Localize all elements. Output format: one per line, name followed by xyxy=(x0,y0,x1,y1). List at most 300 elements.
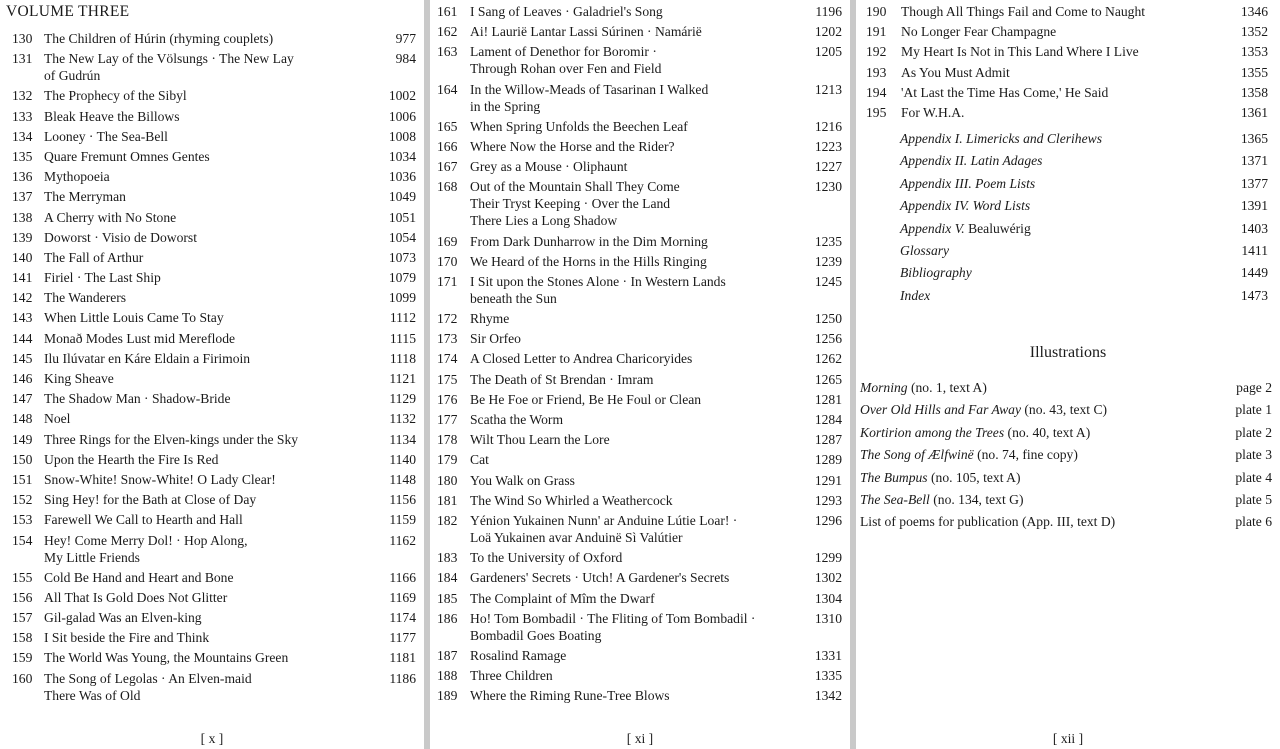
entry-number: 160 xyxy=(12,670,33,686)
appendix-page: 1449 xyxy=(1240,265,1268,281)
entry-number: 181 xyxy=(437,492,458,508)
entry-page: 1361 xyxy=(1240,104,1268,120)
illustration-location: plate 3 xyxy=(1235,447,1272,463)
entry-title: The Children of Húrin (rhyming couplets) xyxy=(44,31,274,46)
toc-entry xyxy=(430,512,850,549)
toc-entry xyxy=(430,590,850,610)
toc-entry xyxy=(430,233,850,253)
toc-entry xyxy=(430,273,850,310)
toc-entry xyxy=(430,610,850,647)
entry-page: 1034 xyxy=(388,148,416,164)
entry-number: 177 xyxy=(437,412,458,427)
page-number-footer: [ xi ] xyxy=(626,731,654,746)
entry-number: 163 xyxy=(437,44,458,60)
entry-number: 146 xyxy=(12,371,33,386)
entry-number: 190 xyxy=(866,4,887,19)
illustration-entry xyxy=(860,446,1272,468)
toc-entry xyxy=(0,289,424,309)
entry-number: 139 xyxy=(12,229,33,245)
appendix-title-text: Appendix III. Poem Lists xyxy=(900,175,1036,191)
entry-page: 1291 xyxy=(814,472,842,488)
toc-list xyxy=(856,3,1280,124)
appendix-entry xyxy=(856,287,1280,309)
entry-title: The Song of Legolas · An Elven-maid There Was of Old xyxy=(44,670,252,703)
entry-page: 1115 xyxy=(389,330,416,346)
entry-page: 1346 xyxy=(1240,4,1268,19)
page-number-footer: [ xii ] xyxy=(1052,731,1084,746)
toc-entry xyxy=(856,23,1280,43)
toc-list xyxy=(430,3,850,707)
entry-number: 149 xyxy=(12,431,33,447)
entry-title: From Dark Dunharrow in the Dim Morning xyxy=(470,233,708,249)
appendix-page: 1365 xyxy=(1240,131,1268,146)
toc-entry xyxy=(430,569,850,589)
illustrations-heading: Illustrations xyxy=(1029,344,1107,361)
entry-number: 194 xyxy=(866,84,887,100)
entry-number: 161 xyxy=(437,4,458,19)
entry-number: 183 xyxy=(437,550,458,566)
entry-number: 157 xyxy=(12,610,33,626)
entry-number: 189 xyxy=(437,688,458,704)
appendix-entry xyxy=(856,130,1280,152)
entry-number: 144 xyxy=(12,330,33,346)
entry-number: 147 xyxy=(12,391,33,407)
entry-number: 169 xyxy=(437,233,458,249)
entry-number: 195 xyxy=(866,104,887,120)
toc-entry xyxy=(430,549,850,569)
entry-page: 1230 xyxy=(814,179,842,195)
entry-title: King Sheave xyxy=(44,371,114,386)
illustration-source: (no. 1, text A) xyxy=(907,380,987,395)
entry-number: 136 xyxy=(12,169,33,185)
page-xii xyxy=(856,0,1280,749)
illustration-entry xyxy=(860,401,1272,423)
entry-title: Bleak Heave the Billows xyxy=(44,108,180,124)
toc-entry xyxy=(0,370,424,390)
toc-entry xyxy=(0,569,424,589)
toc-entry xyxy=(0,670,424,707)
entry-title: Three Children xyxy=(470,668,553,684)
illustration-location: plate 2 xyxy=(1235,424,1272,440)
appendix-title xyxy=(900,197,1280,214)
entry-page: 1342 xyxy=(814,688,842,704)
toc-entry xyxy=(430,431,850,451)
entry-title: Gardeners' Secrets · Utch! A Gardener's Secrets xyxy=(470,570,730,586)
entry-page: 1353 xyxy=(1240,44,1268,60)
entry-page: 1352 xyxy=(1240,24,1268,40)
entry-title: Gil-galad Was an Elven-king xyxy=(44,610,202,626)
appendix-page: 1371 xyxy=(1240,153,1268,169)
entry-title: Lament of Denethor for Boromir · Through Rohan over Fen and Field xyxy=(470,44,662,77)
toc-entry xyxy=(430,138,850,158)
entry-page: 1162 xyxy=(389,532,416,548)
illustration-title: The Bumpus xyxy=(860,469,928,485)
entry-number: 167 xyxy=(437,159,458,175)
entry-page: 1287 xyxy=(814,432,842,448)
entry-number: 159 xyxy=(12,650,33,666)
toc-entry xyxy=(430,411,850,431)
toc-entry xyxy=(430,330,850,350)
entry-page: 1256 xyxy=(814,331,842,347)
toc-entry xyxy=(430,492,850,512)
entry-page: 1049 xyxy=(388,189,416,205)
entry-page: 1159 xyxy=(389,512,416,528)
appendix-title xyxy=(900,242,1280,259)
entry-page: 1196 xyxy=(815,4,842,19)
entry-title: Looney · The Sea-Bell xyxy=(44,128,168,144)
illustration-caption xyxy=(860,424,1272,441)
entry-page: 1006 xyxy=(388,108,416,124)
toc-entry xyxy=(0,209,424,229)
entry-page: 1223 xyxy=(814,138,842,154)
entry-page: 1169 xyxy=(389,589,416,605)
entry-title: As You Must Admit xyxy=(901,64,1010,80)
toc-entry xyxy=(0,108,424,128)
toc-entry xyxy=(430,350,850,370)
entry-title: 'At Last the Time Has Come,' He Said xyxy=(901,84,1109,100)
toc-entry xyxy=(430,472,850,492)
entry-number: 192 xyxy=(866,44,887,60)
appendix-page: 1377 xyxy=(1240,175,1268,191)
entry-number: 171 xyxy=(437,273,458,289)
entry-title: I Sang of Leaves · Galadriel's Song xyxy=(470,4,663,19)
entry-page: 1129 xyxy=(389,391,416,407)
entry-title: Scatha the Worm xyxy=(470,412,564,427)
entry-page: 1202 xyxy=(814,24,842,40)
entry-number: 170 xyxy=(437,253,458,269)
entry-title: Where the Riming Rune-Tree Blows xyxy=(470,688,670,704)
entry-page: 1132 xyxy=(389,411,416,427)
toc-entry xyxy=(430,371,850,391)
toc-entry xyxy=(430,118,850,138)
illustration-location: plate 6 xyxy=(1235,514,1272,530)
toc-entry xyxy=(430,253,850,273)
entry-page: 1181 xyxy=(389,650,416,666)
appendix-page: 1473 xyxy=(1240,287,1268,303)
entry-title: To the University of Oxford xyxy=(470,550,623,566)
toc-entry xyxy=(856,84,1280,104)
entry-title: The New Lay of the Völsungs · The New Lay of Gudrún xyxy=(44,51,294,84)
toc-entry xyxy=(0,451,424,471)
entry-title: Be He Foe or Friend, Be He Foul or Clean xyxy=(470,391,702,407)
page-xi xyxy=(430,0,850,749)
entry-number: 184 xyxy=(437,570,458,586)
appendix-entry xyxy=(856,175,1280,197)
entry-title: For W.H.A. xyxy=(901,104,965,120)
toc-entry xyxy=(430,23,850,43)
illustration-source: List of poems for publication (App. III, text D) xyxy=(860,514,1116,530)
illustration-caption xyxy=(860,469,1272,486)
toc-entry xyxy=(430,451,850,471)
entry-page: 1008 xyxy=(388,128,416,144)
entry-title: Doworst · Visio de Doworst xyxy=(44,229,197,245)
entry-number: 155 xyxy=(12,569,33,585)
illustration-caption xyxy=(860,446,1272,463)
entry-number: 153 xyxy=(12,512,33,528)
entry-page: 1235 xyxy=(814,233,842,249)
entry-title: Mythopoeia xyxy=(44,169,110,185)
entry-number: 193 xyxy=(866,64,887,80)
entry-title: In the Willow-Meads of Tasarinan I Walked in the Spring xyxy=(470,81,709,114)
toc-entry xyxy=(0,532,424,569)
entry-title: When Little Louis Came To Stay xyxy=(44,310,224,326)
appendix-entry xyxy=(856,220,1280,242)
entry-page: 1250 xyxy=(814,311,842,327)
entry-title: Where Now the Horse and the Rider? xyxy=(470,138,675,154)
entry-number: 137 xyxy=(12,189,33,205)
entry-number: 174 xyxy=(437,351,458,367)
entry-number: 179 xyxy=(437,452,458,468)
toc-entry xyxy=(430,81,850,118)
entry-page: 1304 xyxy=(814,590,842,606)
appendix-list xyxy=(856,130,1280,309)
entry-title: Hey! Come Merry Dol! · Hop Along, My Little Friends xyxy=(44,532,248,565)
toc-entry xyxy=(0,471,424,491)
entry-number: 165 xyxy=(437,118,458,134)
entry-number: 156 xyxy=(12,589,33,605)
toc-entry xyxy=(430,178,850,232)
entry-title: We Heard of the Horns in the Hills Ringing xyxy=(470,253,707,269)
illustration-location: plate 1 xyxy=(1235,402,1272,418)
entry-title: I Sit upon the Stones Alone · In Western Lands beneath the Sun xyxy=(470,273,726,306)
entry-title: Ho! Tom Bombadil · The Fliting of Tom Bombadil · Bombadil Goes Boating xyxy=(470,610,756,643)
appendix-title-text: Appendix I. Limericks and Clerihews xyxy=(900,131,1102,146)
entry-page: 984 xyxy=(395,51,416,67)
illustration-entry xyxy=(860,513,1272,535)
toc-entry xyxy=(0,410,424,430)
entry-number: 176 xyxy=(437,391,458,407)
toc-entry xyxy=(430,687,850,707)
toc-entry xyxy=(856,104,1280,124)
appendix-entry xyxy=(856,264,1280,286)
entry-title: When Spring Unfolds the Beechen Leaf xyxy=(470,118,688,134)
toc-entry xyxy=(430,391,850,411)
appendix-entry xyxy=(856,197,1280,219)
illustration-title: Kortirion among the Trees xyxy=(860,424,1005,440)
entry-title: Sing Hey! for the Bath at Close of Day xyxy=(44,492,257,508)
entry-page: 1335 xyxy=(814,668,842,684)
entry-title: A Cherry with No Stone xyxy=(44,209,177,225)
entry-number: 168 xyxy=(437,179,458,195)
entry-page: 1051 xyxy=(388,209,416,225)
toc-entry xyxy=(430,3,850,23)
entry-number: 130 xyxy=(12,31,33,46)
entry-number: 131 xyxy=(12,51,33,67)
illustration-entry xyxy=(860,379,1272,401)
illustration-location: page 2 xyxy=(1236,380,1272,395)
entry-title: Sir Orfeo xyxy=(470,331,521,347)
entry-title: A Closed Letter to Andrea Charicoryides xyxy=(470,351,693,367)
entry-number: 182 xyxy=(437,512,458,528)
entry-title: Grey as a Mouse · Oliphaunt xyxy=(470,159,628,175)
entry-number: 188 xyxy=(437,668,458,684)
entry-title: Firiel · The Last Ship xyxy=(44,270,161,286)
entry-number: 135 xyxy=(12,148,33,164)
entry-number: 158 xyxy=(12,630,33,646)
appendix-title xyxy=(900,264,1280,281)
appendix-title xyxy=(900,152,1280,169)
illustrations-list xyxy=(860,379,1272,536)
entry-number: 172 xyxy=(437,311,458,327)
appendix-page: 1411 xyxy=(1241,242,1268,258)
entry-page: 1293 xyxy=(814,492,842,508)
illustration-title: Over Old Hills and Far Away xyxy=(860,402,1021,418)
toc-entry xyxy=(0,609,424,629)
entry-page: 977 xyxy=(395,31,416,46)
appendix-title-text: Appendix V. xyxy=(900,220,965,236)
entry-page: 1245 xyxy=(814,273,842,289)
entry-number: 187 xyxy=(437,647,458,663)
entry-page: 1099 xyxy=(388,290,416,306)
toc-entry xyxy=(0,168,424,188)
entry-title: You Walk on Grass xyxy=(470,472,575,488)
appendix-page: 1403 xyxy=(1240,220,1268,236)
appendix-page: 1391 xyxy=(1240,198,1268,214)
entry-page: 1205 xyxy=(814,44,842,60)
entry-page: 1156 xyxy=(389,492,416,508)
entry-title: The World Was Young, the Mountains Green xyxy=(44,650,289,666)
toc-entry xyxy=(0,511,424,531)
entry-number: 140 xyxy=(12,249,33,265)
entry-number: 148 xyxy=(12,411,33,427)
toc-entry xyxy=(856,3,1280,23)
entry-number: 138 xyxy=(12,209,33,225)
entry-number: 154 xyxy=(12,532,33,548)
entry-page: 1281 xyxy=(814,391,842,407)
toc-entry xyxy=(0,269,424,289)
entry-number: 145 xyxy=(12,350,33,366)
entry-page: 1216 xyxy=(814,118,842,134)
entry-page: 1289 xyxy=(814,452,842,468)
entry-number: 142 xyxy=(12,290,33,306)
illustration-title: The Sea-Bell xyxy=(860,491,930,507)
illustration-caption xyxy=(860,379,1272,396)
entry-title: Rhyme xyxy=(470,311,510,327)
entry-title: The Wanderers xyxy=(44,290,127,306)
toc-entry xyxy=(0,128,424,148)
illustration-caption xyxy=(860,491,1272,508)
entry-title: My Heart Is Not in This Land Where I Live xyxy=(901,44,1139,60)
entry-title: The Death of St Brendan · Imram xyxy=(470,371,654,387)
entry-page: 1331 xyxy=(814,647,842,663)
toc-entry xyxy=(0,87,424,107)
illustration-source: (no. 134, text G) xyxy=(929,491,1024,507)
entry-title: All That Is Gold Does Not Glitter xyxy=(44,589,228,605)
entry-number: 186 xyxy=(437,610,458,626)
entry-page: 1262 xyxy=(814,351,842,367)
entry-number: 152 xyxy=(12,492,33,508)
entry-title: I Sit beside the Fire and Think xyxy=(44,630,210,646)
appendix-title xyxy=(900,287,1280,304)
entry-title: Farewell We Call to Hearth and Hall xyxy=(44,512,243,528)
entry-number: 134 xyxy=(12,128,33,144)
entry-page: 1112 xyxy=(389,310,416,326)
toc-entry xyxy=(430,158,850,178)
entry-number: 141 xyxy=(12,270,33,286)
toc-entry xyxy=(0,188,424,208)
appendix-entry xyxy=(856,242,1280,264)
entry-number: 191 xyxy=(866,24,887,40)
toc-entry xyxy=(0,589,424,609)
toc-entry xyxy=(0,30,424,50)
entry-title: Wilt Thou Learn the Lore xyxy=(470,432,610,448)
entry-page: 1174 xyxy=(389,610,416,626)
entry-title: Ai! Laurië Lantar Lassi Súrinen · Namárië xyxy=(470,24,702,40)
entry-page: 1310 xyxy=(814,610,842,626)
toc-entry xyxy=(430,667,850,687)
appendix-title xyxy=(900,175,1280,192)
illustration-entry xyxy=(860,491,1272,513)
entry-title: Three Rings for the Elven-kings under the Sky xyxy=(44,431,299,447)
entry-page: 1166 xyxy=(389,569,416,585)
entry-title: The Shadow Man · Shadow-Bride xyxy=(44,391,231,407)
entry-page: 1079 xyxy=(388,270,416,286)
entry-page: 1073 xyxy=(388,249,416,265)
toc-entry xyxy=(0,148,424,168)
entry-number: 178 xyxy=(437,432,458,448)
entry-number: 164 xyxy=(437,81,458,97)
entry-number: 151 xyxy=(12,471,33,487)
illustration-caption xyxy=(860,401,1272,418)
entry-title: Cold Be Hand and Heart and Bone xyxy=(44,569,234,585)
entry-title: Noel xyxy=(44,411,71,427)
entry-title: Cat xyxy=(470,452,489,468)
entry-title: Upon the Hearth the Fire Is Red xyxy=(44,451,219,467)
entry-page: 1134 xyxy=(389,431,416,447)
entry-page: 1284 xyxy=(814,412,842,427)
appendix-title-text: Appendix IV. Word Lists xyxy=(900,198,1031,214)
appendix-title-text: Glossary xyxy=(900,242,950,258)
entry-page: 1121 xyxy=(389,371,416,386)
entry-title: Though All Things Fail and Come to Naught xyxy=(901,4,1146,19)
entry-title: Snow-White! Snow-White! O Lady Clear! xyxy=(44,471,276,487)
page-x xyxy=(0,0,424,749)
illustration-source: (no. 105, text A) xyxy=(927,469,1021,485)
entry-page: 1118 xyxy=(389,350,416,366)
illustration-location: plate 5 xyxy=(1235,491,1272,507)
entry-number: 143 xyxy=(12,310,33,326)
entry-page: 1213 xyxy=(814,81,842,97)
appendix-title-text: Bibliography xyxy=(900,265,972,281)
entry-number: 185 xyxy=(437,590,458,606)
toc-entry xyxy=(0,491,424,511)
entry-page: 1002 xyxy=(388,88,416,104)
entry-title: The Fall of Arthur xyxy=(44,249,144,265)
illustration-source: (no. 74, fine copy) xyxy=(973,447,1078,463)
entry-page: 1140 xyxy=(389,451,416,467)
toc-entry xyxy=(0,330,424,350)
illustration-source: (no. 40, text A) xyxy=(1004,424,1091,440)
toc-entry xyxy=(0,50,424,87)
toc-entry xyxy=(856,64,1280,84)
entry-number: 133 xyxy=(12,108,33,124)
toc-entry xyxy=(0,309,424,329)
entry-title: Yénion Yukainen Nunn' ar Anduine Lútie Loar! · Loä Yukainen avar Anduinë Sì Valútier xyxy=(470,512,738,545)
illustration-location: plate 4 xyxy=(1235,469,1272,485)
entry-title: Out of the Mountain Shall They Come Their Tryst Keeping · Over the Land There Lies a Long Shadow xyxy=(470,179,680,229)
entry-page: 1358 xyxy=(1240,84,1268,100)
toc-entry xyxy=(430,647,850,667)
entry-page: 1302 xyxy=(814,570,842,586)
entry-title: The Merryman xyxy=(44,189,126,205)
volume-title: VOLUME THREE xyxy=(6,3,130,20)
appendix-title xyxy=(900,220,1280,237)
illustration-source: (no. 43, text C) xyxy=(1020,402,1108,418)
entry-title: No Longer Fear Champagne xyxy=(901,24,1057,40)
appendix-title-text: Index xyxy=(900,287,931,303)
toc-entry xyxy=(0,229,424,249)
entry-page: 1239 xyxy=(814,253,842,269)
